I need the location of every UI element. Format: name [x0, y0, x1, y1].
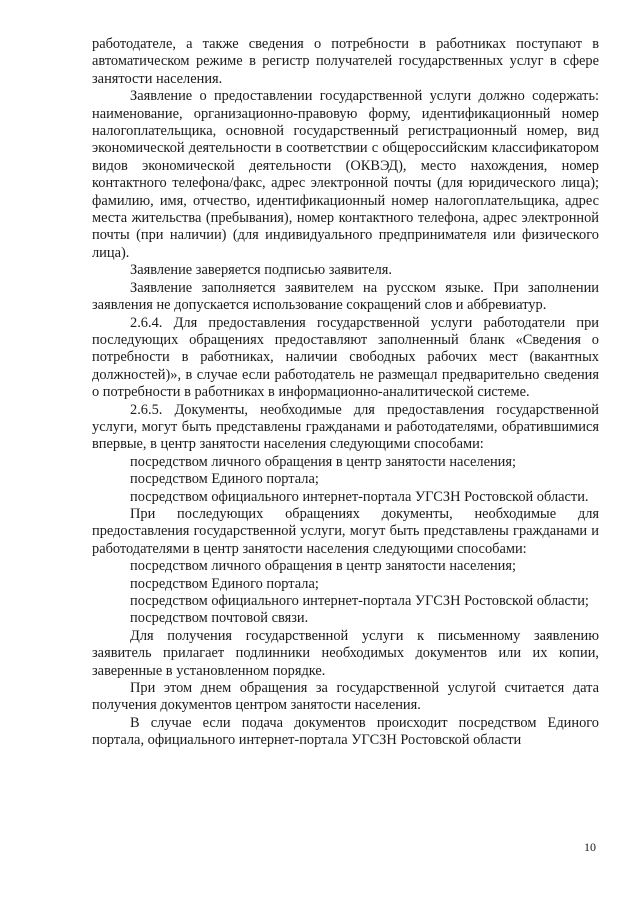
paragraph: Для получения государственной услуги к письменному заявлению заявитель прилагает подлинники необходимых документов или их копии, заверенные в установленном порядке. — [92, 627, 599, 679]
paragraph: Заявление заполняется заявителем на русском языке. При заполнении заявления не допускается использование сокращений слов и аббревиатур. — [92, 279, 599, 314]
list-item: посредством личного обращения в центр занятости населения; — [130, 453, 516, 470]
list-item: посредством почтовой связи. — [130, 610, 309, 627]
paragraph: работодателе, а также сведения о потребности в работниках поступают в автоматическом режиме в регистр получателей государственных услуг в сфере занятости населения. — [92, 36, 599, 87]
paragraph: В случае если подача документов происходит посредством Единого портала, официального интернет-портала УГСЗН Ростовской области — [92, 714, 599, 749]
paragraph: При этом днем обращения за государственной услугой считается дата получения документов центром занятости населения. — [92, 680, 599, 714]
list-item: посредством официального интернет-портала УГСЗН Ростовской области; — [130, 593, 589, 609]
body-text — [92, 36, 599, 750]
list-item: посредством Единого портала; — [130, 471, 319, 488]
paragraph: При последующих обращениях документы, необходимые для предоставления государственной услуги, могут быть представлены гражданами и работодателями в центр занятости населения следующими способами: — [92, 505, 599, 557]
list-item: посредством личного обращения в центр занятости населения; — [130, 558, 516, 575]
page-number: 10 — [584, 840, 596, 854]
paragraph: 2.6.5. Документы, необходимые для предоставления государственной услуги, могут быть представлены гражданами и работодателями, обратившимися впервые, в центр занятости населения следующими способами: — [92, 401, 599, 453]
paragraph: Заявление заверяется подписью заявителя. — [130, 262, 392, 279]
list-item: посредством официального интернет-портала УГСЗН Ростовской области. — [130, 488, 589, 505]
list-item: посредством Единого портала; — [130, 575, 319, 592]
paragraph: Заявление о предоставлении государственной услуги должно содержать: наименование, организационно-правовую форму, идентификационный номер налогоплательщика, основной государственный регистрационный номер, вид экономической деятельности в соответствии с общероссийским классификатором видов экономической деятельности (ОКВЭД), место нахождения, номер контактного телефона/факс, адрес электронной почты (для юридического лица); фамилию, имя, отчество, идентификационный номер налогоплательщика, адрес места жительства (пребывания), номер контактного телефона, адрес электронной почты (при наличии) (для индивидуального предпринимателя или физического лица). — [92, 88, 599, 261]
paragraph: 2.6.4. Для предоставления государственной услуги работодатели при последующих обращениях предоставляют заполненный бланк «Сведения о потребности в работниках, наличии свободных рабочих мест (вакантных должностей)», в случае если работодатель не размещал предварительно сведения о потребности в работниках в информационно-аналитической системе. — [92, 314, 599, 401]
